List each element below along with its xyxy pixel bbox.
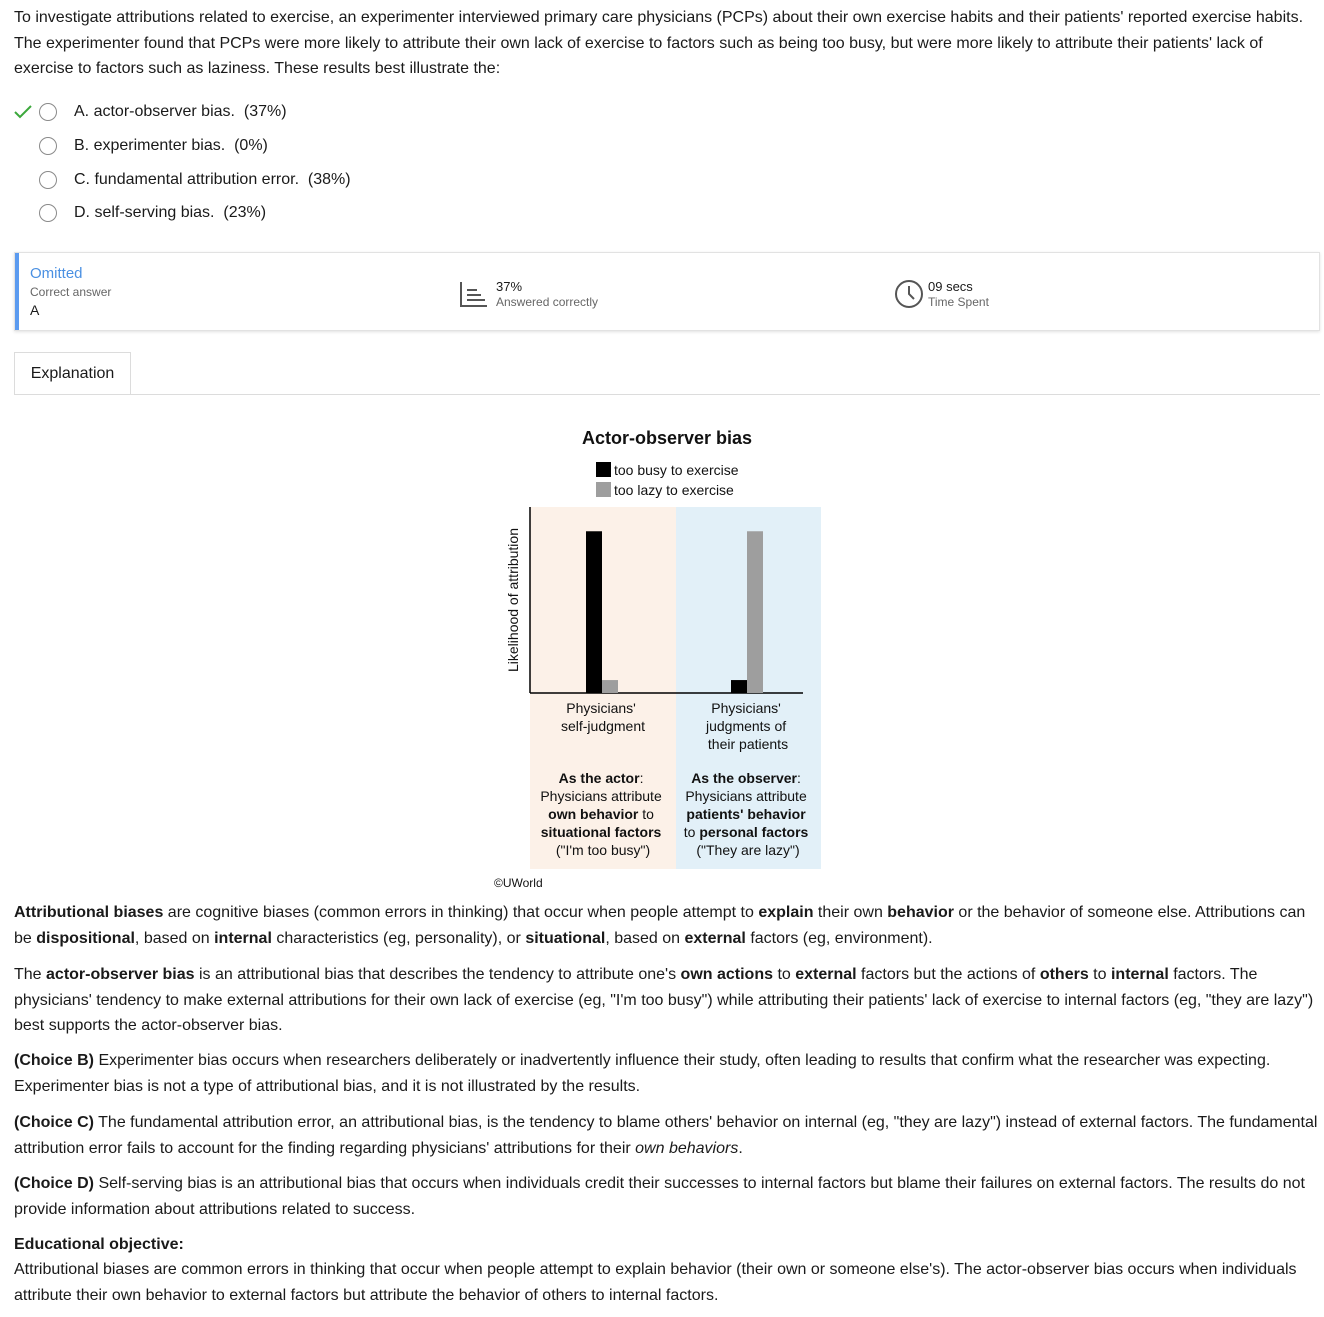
answer-choice-d[interactable] <box>0 201 400 225</box>
radio-button[interactable] <box>39 137 57 155</box>
time-spent-value: 09 secs <box>928 279 973 294</box>
bar-lazy-patients <box>747 531 763 693</box>
choice-percent: (0%) <box>234 137 268 154</box>
answer-choice-b[interactable] <box>0 134 400 158</box>
question-stem: To investigate attributions related to exercise, an experimenter interviewed primary care physicians (PCPs) about their own exercise habits and their patients' reported exercise habits. The experimenter found that PCPs were more likely to attribute their own lack of exercise to factors such as being too busy, but were more likely to attribute their patients' lack of exercise to factors such as laziness. These results best illustrate the: <box>14 9 1304 77</box>
radio-button[interactable] <box>39 103 57 121</box>
legend-label-busy: too busy to exercise <box>614 462 739 478</box>
observer-note: As the observer: Physicians attribute patients' behavior to personal factors ("They are lazy") <box>683 770 809 858</box>
choice-percent: (38%) <box>307 171 351 188</box>
figure-title: Actor-observer bias <box>581 428 753 448</box>
choice-letter: A. <box>74 103 90 120</box>
bar-busy-patients <box>731 680 747 693</box>
legend-label-lazy: too lazy to exercise <box>614 482 734 498</box>
actor-note: As the actor: Physicians attribute own behavior to situational factors ("I'm too busy") <box>540 770 662 858</box>
choice-letter: D. <box>74 204 90 221</box>
answer-choice-a[interactable] <box>0 100 400 124</box>
radio-button[interactable] <box>39 204 57 222</box>
educational-objective-title: Educational objective: <box>14 1236 184 1253</box>
choice-b-explanation: (Choice B) Experimenter bias occurs when researchers deliberately or inadvertently influence their study, often leading to results that confirm what the researcher was expecting. Experimenter bias is not a type of attributional bias, and it is not illustrated by the results. <box>14 1052 1271 1095</box>
explanation-paragraph-1: Attributional biases are cognitive biases (common errors in thinking) that occur when people attempt to explain their own behavior or the behavior of someone else. Attributions can be dispositional, based on internal characteristics (eg, personality), or situational, based on external factors (eg, environment). <box>14 904 1306 947</box>
legend-swatch-lazy <box>596 482 611 497</box>
choice-letter: C. <box>74 171 90 188</box>
choice-c-explanation: (Choice C) The fundamental attribution error, an attributional bias, is the tendency to blame others' behavior on internal (eg, "they are lazy") instead of external factors. The fundamental attribution error fails to account for the finding regarding physicians' attributions for their own behaviors. <box>14 1114 1318 1157</box>
choice-text: self-serving bias. <box>94 204 215 221</box>
explanation-paragraph-2: The actor-observer bias is an attributional bias that describes the tendency to attribute one's own actions to external factors but the actions of others to internal factors. The physicians' tendency to make external attributions for their own lack of exercise (eg, "I'm too busy") while attributing their patients' lack of exercise to internal factors (eg, "they are lazy") best supports the actor-observer bias. <box>14 966 1314 1034</box>
percent-correct-label: Answered correctly <box>496 295 599 309</box>
y-axis-label: Likelihood of attribution <box>505 528 521 672</box>
choice-percent: (37%) <box>243 103 287 120</box>
radio-button[interactable] <box>39 171 57 189</box>
right-category-label: Physicians' judgments of their patients <box>705 700 789 752</box>
choice-text: actor-observer bias. <box>93 103 235 120</box>
percent-correct-value: 37% <box>496 279 523 294</box>
choice-text: fundamental attribution error. <box>94 171 300 188</box>
tab-explanation[interactable]: Explanation <box>14 352 131 395</box>
correct-answer-value: A <box>30 302 40 318</box>
correct-answer-label: Correct answer <box>30 285 112 299</box>
choice-percent: (23%) <box>223 204 267 221</box>
choice-letter: B. <box>74 137 90 154</box>
clock-icon <box>894 279 924 309</box>
educational-objective-text: Attributional biases are common errors in thinking that occur when people attempt to explain behavior (their own or someone else's). The actor-observer bias occurs when individuals attribute their own behavior to external factors but attribute the behavior of others to internal factors. <box>14 1261 1297 1304</box>
left-category-label: Physicians' self-judgment <box>560 700 646 734</box>
copyright: ©UWorld <box>494 876 543 890</box>
answer-stats-panel <box>14 252 1320 331</box>
correct-check-icon <box>13 104 33 120</box>
tab-divider <box>14 394 1320 395</box>
actor-observer-figure <box>480 420 860 900</box>
choice-text: experimenter bias. <box>93 137 226 154</box>
status-accent-bar <box>15 253 19 330</box>
bar-lazy-self <box>602 680 618 693</box>
choice-d-explanation: (Choice D) Self-serving bias is an attributional bias that occurs when individuals credit their successes to internal factors but blame their failures on external factors. The results do not provide information about attributions related to success. <box>14 1175 1305 1218</box>
time-spent-label: Time Spent <box>928 295 989 309</box>
bar-chart-icon <box>459 280 489 308</box>
answer-status: Omitted <box>30 265 83 282</box>
answer-choice-c[interactable] <box>0 168 400 192</box>
legend-swatch-busy <box>596 462 611 477</box>
bar-busy-self <box>586 531 602 693</box>
